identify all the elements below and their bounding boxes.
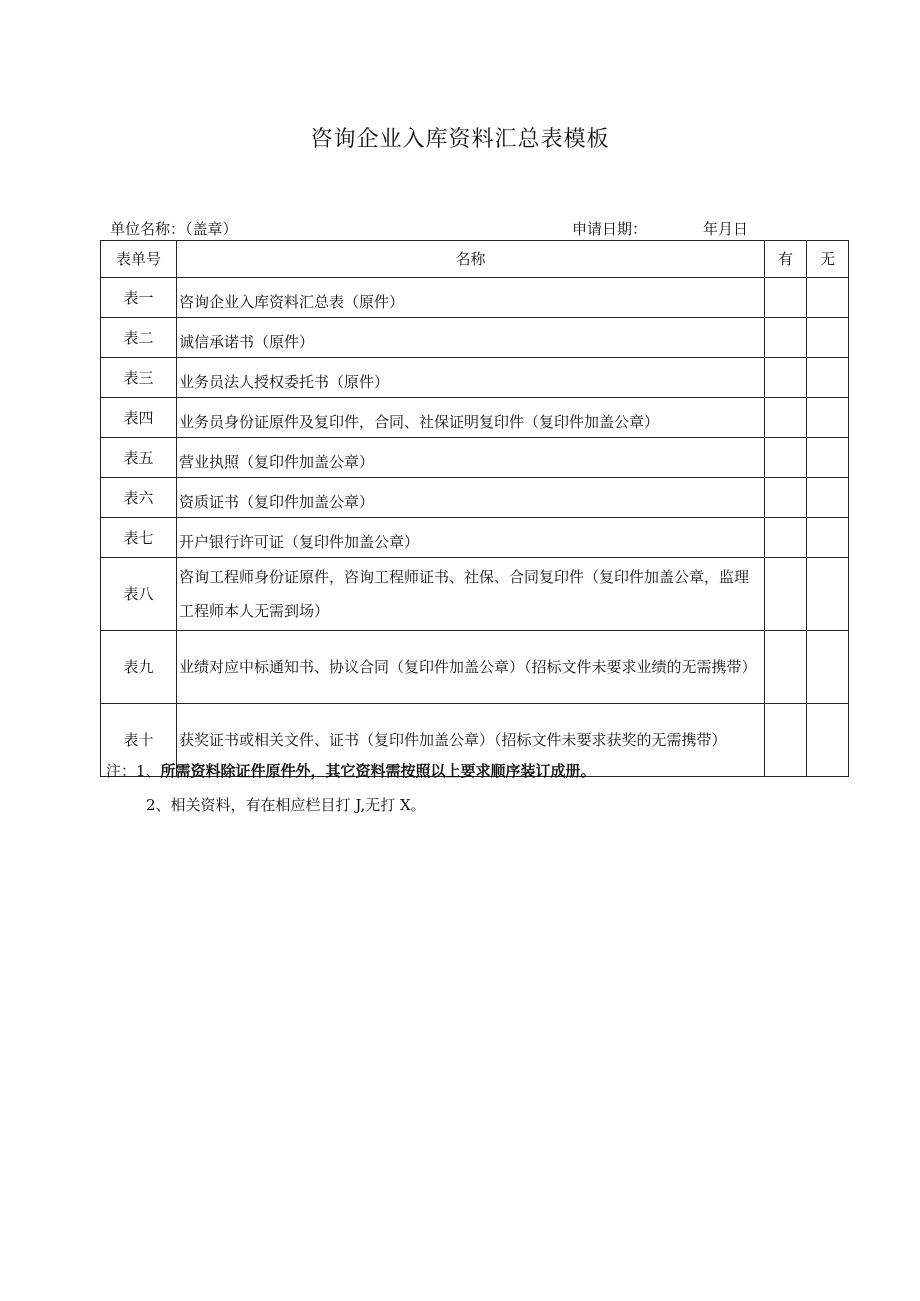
row-no-cell[interactable] — [807, 478, 849, 518]
row-form-no: 表九 — [101, 631, 177, 704]
row-yes-cell[interactable] — [765, 631, 807, 704]
document-title: 咨询企业入库资料汇总表模板 — [310, 127, 610, 152]
materials-table — [100, 240, 849, 777]
row-form-no: 表一 — [101, 278, 177, 318]
table-header-row — [101, 241, 849, 278]
row-yes-cell[interactable] — [765, 398, 807, 438]
row-yes-cell[interactable] — [765, 478, 807, 518]
row-item-name: 业绩对应中标通知书、协议合同（复印件加盖公章）（招标文件未要求业绩的无需携带） — [177, 631, 765, 704]
row-yes-cell[interactable] — [765, 438, 807, 478]
table-row — [101, 518, 849, 558]
header-form-no: 表单号 — [101, 241, 177, 278]
row-yes-cell[interactable] — [765, 704, 807, 777]
row-yes-cell[interactable] — [765, 558, 807, 631]
row-form-no: 表十 — [101, 704, 177, 777]
row-form-no: 表六 — [101, 478, 177, 518]
table-row — [101, 318, 849, 358]
note-1-prefix: 注：1、 — [106, 762, 161, 780]
row-form-no: 表五 — [101, 438, 177, 478]
table-row — [101, 278, 849, 318]
row-no-cell[interactable] — [807, 358, 849, 398]
row-yes-cell[interactable] — [765, 278, 807, 318]
note-line-1 — [106, 760, 596, 781]
row-no-cell[interactable] — [807, 318, 849, 358]
row-item-name: 业务员法人授权委托书（原件） — [177, 358, 765, 398]
row-no-cell[interactable] — [807, 704, 849, 777]
row-form-no: 表七 — [101, 518, 177, 558]
application-date — [572, 218, 748, 239]
row-no-cell[interactable] — [807, 631, 849, 704]
header-name: 名称 — [177, 241, 765, 278]
note-line-2: 2、相关资料，有在相应栏目打 J,无打 X。 — [146, 796, 426, 814]
row-no-cell[interactable] — [807, 278, 849, 318]
table-row — [101, 478, 849, 518]
table-row — [101, 438, 849, 478]
row-no-cell[interactable] — [807, 558, 849, 631]
note-1-text: 所需资料除证件原件外，其它资料需按照以上要求顺序装订成册。 — [160, 762, 596, 780]
row-no-cell[interactable] — [807, 518, 849, 558]
header-yes: 有 — [765, 241, 807, 278]
date-label: 申请日期： — [572, 220, 648, 238]
row-no-cell[interactable] — [807, 438, 849, 478]
row-item-name: 咨询工程师身份证原件，咨询工程师证书、社保、合同复印件（复印件加盖公章，监理工程师本人无需到场） — [177, 558, 765, 631]
table-row — [101, 558, 849, 631]
row-item-name: 诚信承诺书（原件） — [177, 318, 765, 358]
row-item-name: 资质证书（复印件加盖公章） — [177, 478, 765, 518]
row-form-no: 表三 — [101, 358, 177, 398]
row-item-name: 获奖证书或相关文件、证书（复印件加盖公章）（招标文件未要求获奖的无需携带） — [177, 704, 765, 777]
unit-name-label: 单位名称：（盖章） — [110, 220, 238, 238]
row-form-no: 表八 — [101, 558, 177, 631]
row-yes-cell[interactable] — [765, 518, 807, 558]
row-form-no: 表二 — [101, 318, 177, 358]
row-item-name: 咨询企业入库资料汇总表（原件） — [177, 278, 765, 318]
table-row — [101, 358, 849, 398]
row-item-name: 业务员身份证原件及复印件，合同、社保证明复印件（复印件加盖公章） — [177, 398, 765, 438]
row-no-cell[interactable] — [807, 398, 849, 438]
row-item-name: 营业执照（复印件加盖公章） — [177, 438, 765, 478]
header-no: 无 — [807, 241, 849, 278]
row-item-name: 开户银行许可证（复印件加盖公章） — [177, 518, 765, 558]
row-yes-cell[interactable] — [765, 318, 807, 358]
row-form-no: 表四 — [101, 398, 177, 438]
table-row — [101, 631, 849, 704]
row-yes-cell[interactable] — [765, 358, 807, 398]
date-suffix: 年月日 — [703, 220, 749, 238]
table-row — [101, 398, 849, 438]
